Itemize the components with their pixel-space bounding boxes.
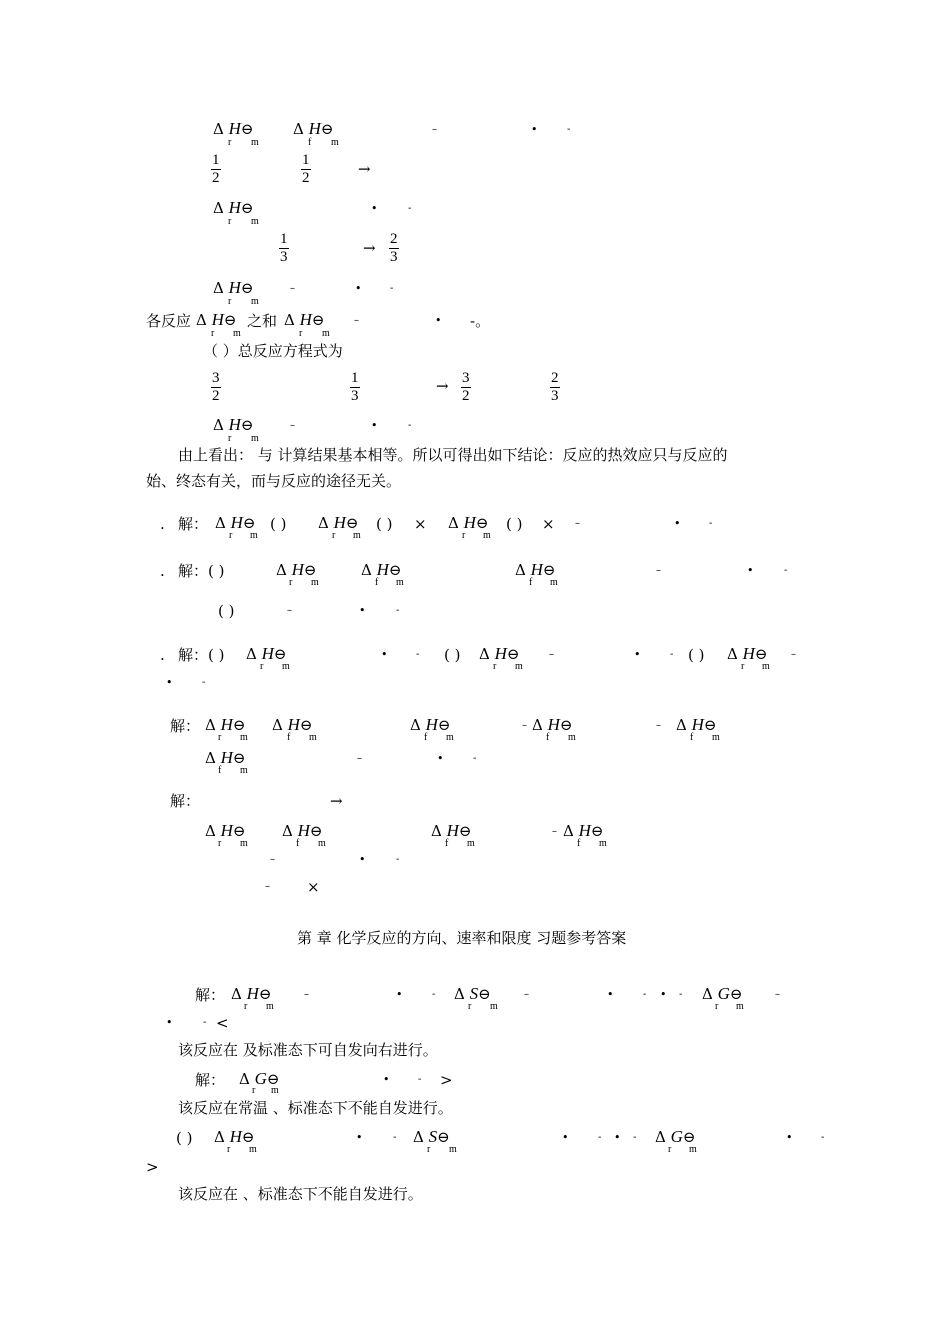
subscript-m: m [251, 433, 259, 444]
subscript-m: m [353, 530, 361, 541]
delta-f-h-symbol: Δ H⊖ [532, 715, 573, 734]
unit-dash: - [396, 605, 400, 616]
note-spontaneous: 该反应在 及标准态下可自发向右进行。 [178, 1041, 438, 1059]
subscript-f: f [287, 732, 291, 743]
fraction-three-halves: $\frac{3}{2}$ [462, 370, 470, 404]
multiply-dot: • [359, 853, 366, 866]
greater-than-sign: > [440, 1071, 453, 1089]
subscript-m: m [318, 838, 326, 849]
reaction-arrow: → [358, 160, 371, 178]
minus-sign: – [432, 124, 437, 135]
subscript-f: f [375, 577, 379, 588]
unit-dash: - [670, 649, 674, 660]
delta-f-h-symbol: Δ H⊖ [431, 821, 472, 840]
delta-r-h-symbol: Δ H⊖ [213, 415, 254, 434]
subscript-m: m [689, 1144, 697, 1155]
subscript-m: m [251, 216, 259, 227]
delta-r-h-symbol: Δ H⊖ [284, 310, 325, 329]
delta-r-h-symbol: Δ H⊖ [213, 198, 254, 217]
unit-dash: - [418, 1074, 422, 1085]
delta-r-h-symbol: Δ H⊖ [318, 513, 359, 532]
subscript-r: r [228, 296, 232, 307]
multiply-dot: • [786, 1131, 793, 1144]
answer-label: 解： [178, 515, 209, 533]
delta-r-h-symbol: Δ H⊖ [205, 715, 246, 734]
fraction-two-thirds: $\frac{2}{3}$ [390, 231, 398, 265]
subscript-f: f [690, 732, 694, 743]
unit-dash: - [633, 1132, 637, 1143]
minus-sign: – [287, 605, 292, 616]
paren: ( ) [176, 1129, 193, 1147]
multiply-dot: • [383, 1073, 390, 1086]
unit-dash: - [432, 989, 436, 1000]
subscript-r: r [229, 530, 233, 541]
multiply-dot: • [437, 752, 444, 765]
delta-r-h-symbol: Δ H⊖ [215, 513, 256, 532]
delta-f-h-symbol: Δ H⊖ [515, 560, 556, 579]
note-room-temp: 该反应在常温 、标准态下不能自发进行。 [178, 1099, 453, 1117]
fraction-half: $\frac{1}{2}$ [302, 152, 310, 186]
multiply-dot: • [396, 988, 403, 1001]
subscript-m: m [712, 732, 720, 743]
reaction-arrow: → [363, 239, 376, 257]
multiply-dot: • [562, 1131, 569, 1144]
minus-sign: – [656, 720, 661, 731]
conclusion-line-2: 始、终态有关，而与反应的途径无关。 [146, 472, 402, 490]
unit-dash: - [408, 420, 412, 431]
multiply-dot: • [531, 123, 538, 136]
subscript-m: m [736, 1001, 744, 1012]
subscript-r: r [427, 1144, 431, 1155]
multiply-dot: • [435, 314, 442, 327]
delta-r-h-symbol: Δ H⊖ [479, 644, 520, 663]
subscript-r: r [668, 1144, 672, 1155]
answer-label: 解： [195, 1071, 226, 1089]
minus-sign: – [656, 565, 661, 576]
subscript-m: m [568, 732, 576, 743]
subscript-r: r [252, 1085, 256, 1096]
subscript-r: r [244, 1001, 248, 1012]
reaction-arrow: → [436, 377, 449, 395]
subscript-m: m [446, 732, 454, 743]
multiply-dot: • [614, 1131, 621, 1144]
reaction-arrow: → [330, 792, 343, 810]
sum-text-and: 之和 [247, 312, 278, 330]
subscript-m: m [251, 296, 259, 307]
subscript-m: m [249, 1144, 257, 1155]
subscript-f: f [296, 838, 300, 849]
subscript-r: r [228, 433, 232, 444]
subscript-r: r [289, 577, 293, 588]
subscript-f: f [445, 838, 449, 849]
minus-sign: – [304, 989, 309, 1000]
subscript-m: m [251, 137, 259, 148]
subscript-m: m [266, 1001, 274, 1012]
paren: ( ) [444, 646, 461, 664]
paren: ( ) [218, 602, 235, 620]
question-dot: . [160, 646, 165, 664]
delta-r-g-symbol: Δ G⊖ [702, 984, 743, 1003]
conclusion-line-1: 由上看出： 与 计算结果基本相等。所以可得出如下结论：反应的热效应只与反应的 [178, 446, 728, 464]
delta-r-h-symbol: Δ H⊖ [276, 560, 317, 579]
subscript-r: r [468, 1001, 472, 1012]
unit-dash: - [784, 565, 788, 576]
unit-dash: - [643, 989, 647, 1000]
subscript-r: r [227, 1144, 231, 1155]
subscript-r: r [218, 838, 222, 849]
subscript-m: m [271, 1085, 279, 1096]
greater-than-sign: > [146, 1158, 159, 1176]
delta-r-h-symbol: Δ H⊖ [196, 310, 237, 329]
question-dot: . [160, 562, 165, 580]
subscript-r: r [211, 328, 215, 339]
subscript-f: f [546, 732, 550, 743]
total-equation-heading: （ ）总反应方程式为 [203, 342, 343, 360]
delta-r-h-symbol: Δ H⊖ [727, 644, 768, 663]
delta-f-h-symbol: Δ H⊖ [361, 560, 402, 579]
note-nonspontaneous: 该反应在 、标准态下不能自发进行。 [178, 1185, 423, 1203]
subscript-r: r [332, 530, 336, 541]
subscript-m: m [309, 732, 317, 743]
subscript-m: m [550, 577, 558, 588]
subscript-m: m [240, 765, 248, 776]
multiply-dot: • [355, 282, 362, 295]
delta-r-h-symbol: Δ H⊖ [448, 513, 489, 532]
subscript-f: f [529, 577, 533, 588]
unit-dash: - [821, 1132, 825, 1143]
subscript-m: m [250, 530, 258, 541]
subscript-r: r [462, 530, 466, 541]
subscript-m: m [282, 661, 290, 672]
delta-f-h-symbol: Δ H⊖ [205, 748, 246, 767]
delta-r-g-symbol: Δ G⊖ [655, 1127, 696, 1146]
subscript-m: m [322, 328, 330, 339]
minus-sign: – [290, 283, 295, 294]
unit-dash: - [567, 124, 571, 135]
subscript-r: r [715, 1001, 719, 1012]
subscript-m: m [240, 838, 248, 849]
subscript-r: r [228, 137, 232, 148]
delta-f-h-symbol: Δ H⊖ [563, 821, 604, 840]
chapter-title: 第 章 化学反应的方向、速率和限度 习题参考答案 [297, 929, 627, 947]
multiply-dot: • [359, 604, 366, 617]
subscript-f: f [308, 137, 312, 148]
minus-sign: – [354, 315, 359, 326]
unit-dash: - [679, 989, 683, 1000]
fraction-third: $\frac{1}{3}$ [280, 231, 288, 265]
unit-dash: - [396, 854, 400, 865]
answer-label: 解： [170, 717, 201, 735]
subscript-m: m [467, 838, 475, 849]
subscript-m: m [240, 732, 248, 743]
subscript-m: m [449, 1144, 457, 1155]
delta-f-h-symbol: Δ H⊖ [293, 119, 334, 138]
paren: ( ) [506, 515, 523, 533]
multiply-dot: • [166, 676, 173, 689]
subscript-r: r [218, 732, 222, 743]
subscript-r: r [260, 661, 264, 672]
multiply-dot: • [660, 988, 667, 1001]
times-sign: × [307, 878, 320, 896]
unit-dash: - [416, 649, 420, 660]
subscript-r: r [228, 216, 232, 227]
subscript-m: m [483, 530, 491, 541]
delta-r-s-symbol: Δ S⊖ [454, 984, 491, 1003]
minus-sign: – [270, 854, 275, 865]
unit-dash: - [473, 753, 477, 764]
subscript-r: r [493, 661, 497, 672]
delta-f-h-symbol: Δ H⊖ [272, 715, 313, 734]
multiply-dot: • [634, 648, 641, 661]
subscript-f: f [577, 838, 581, 849]
delta-r-h-symbol: Δ H⊖ [213, 278, 254, 297]
fraction-three-halves: $\frac{3}{2}$ [212, 370, 220, 404]
unit-dash: - [202, 677, 206, 688]
subscript-m: m [233, 328, 241, 339]
multiply-dot: • [371, 419, 378, 432]
subscript-m: m [762, 661, 770, 672]
unit-dash: - [203, 1017, 207, 1028]
subscript-m: m [515, 661, 523, 672]
delta-r-s-symbol: Δ S⊖ [413, 1127, 450, 1146]
subscript-m: m [396, 577, 404, 588]
fraction-half: $\frac{1}{2}$ [212, 152, 220, 186]
multiply-dot: • [674, 517, 681, 530]
minus-sign: – [575, 518, 580, 529]
subscript-m: m [490, 1001, 498, 1012]
minus-sign: – [522, 720, 527, 731]
minus-sign: – [290, 420, 295, 431]
multiply-dot: • [607, 988, 614, 1001]
unit-dash: - [709, 518, 713, 529]
unit-dash: - [390, 283, 394, 294]
fraction-two-thirds: $\frac{2}{3}$ [551, 370, 559, 404]
delta-r-g-symbol: Δ G⊖ [239, 1069, 280, 1088]
multiply-dot: • [381, 648, 388, 661]
delta-r-h-symbol: Δ H⊖ [231, 984, 272, 1003]
delta-f-h-symbol: Δ H⊖ [282, 821, 323, 840]
subscript-m: m [331, 137, 339, 148]
minus-sign: – [524, 989, 529, 1000]
subscript-m: m [311, 577, 319, 588]
minus-sign: – [265, 881, 270, 892]
minus-sign: – [552, 826, 557, 837]
unit-dash: - [598, 1132, 602, 1143]
delta-f-h-symbol: Δ H⊖ [676, 715, 717, 734]
paren: ( ) [376, 515, 393, 533]
question-dot: . [160, 515, 165, 533]
answer-label: 解：( ) [178, 562, 225, 580]
minus-sign: – [775, 989, 780, 1000]
subscript-f: f [218, 765, 222, 776]
subscript-m: m [599, 838, 607, 849]
answer-label: 解：( ) [178, 646, 225, 664]
delta-f-h-symbol: Δ H⊖ [410, 715, 451, 734]
sum-text-prefix: 各反应 [146, 312, 192, 330]
minus-sign: – [791, 649, 796, 660]
answer-label: 解： [170, 792, 201, 810]
paren: ( ) [688, 646, 705, 664]
minus-sign: – [357, 753, 362, 764]
multiply-dot: • [356, 1131, 363, 1144]
multiply-dot: • [166, 1016, 173, 1029]
subscript-r: r [741, 661, 745, 672]
less-than-sign: < [216, 1014, 229, 1032]
multiply-dot: • [747, 564, 754, 577]
delta-r-h-symbol: Δ H⊖ [214, 1127, 255, 1146]
paren: ( ) [270, 515, 287, 533]
times-sign: × [414, 515, 427, 533]
delta-r-h-symbol: Δ H⊖ [213, 119, 254, 138]
subscript-f: f [424, 732, 428, 743]
unit-dash: - [393, 1132, 397, 1143]
delta-r-h-symbol: Δ H⊖ [205, 821, 246, 840]
times-sign: × [542, 515, 555, 533]
delta-r-h-symbol: Δ H⊖ [246, 644, 287, 663]
fraction-third: $\frac{1}{3}$ [351, 370, 359, 404]
subscript-r: r [299, 328, 303, 339]
sum-text-end: -。 [470, 312, 491, 330]
minus-sign: – [549, 649, 554, 660]
multiply-dot: • [371, 202, 378, 215]
unit-dash: - [408, 203, 412, 214]
answer-label: 解： [195, 986, 226, 1004]
